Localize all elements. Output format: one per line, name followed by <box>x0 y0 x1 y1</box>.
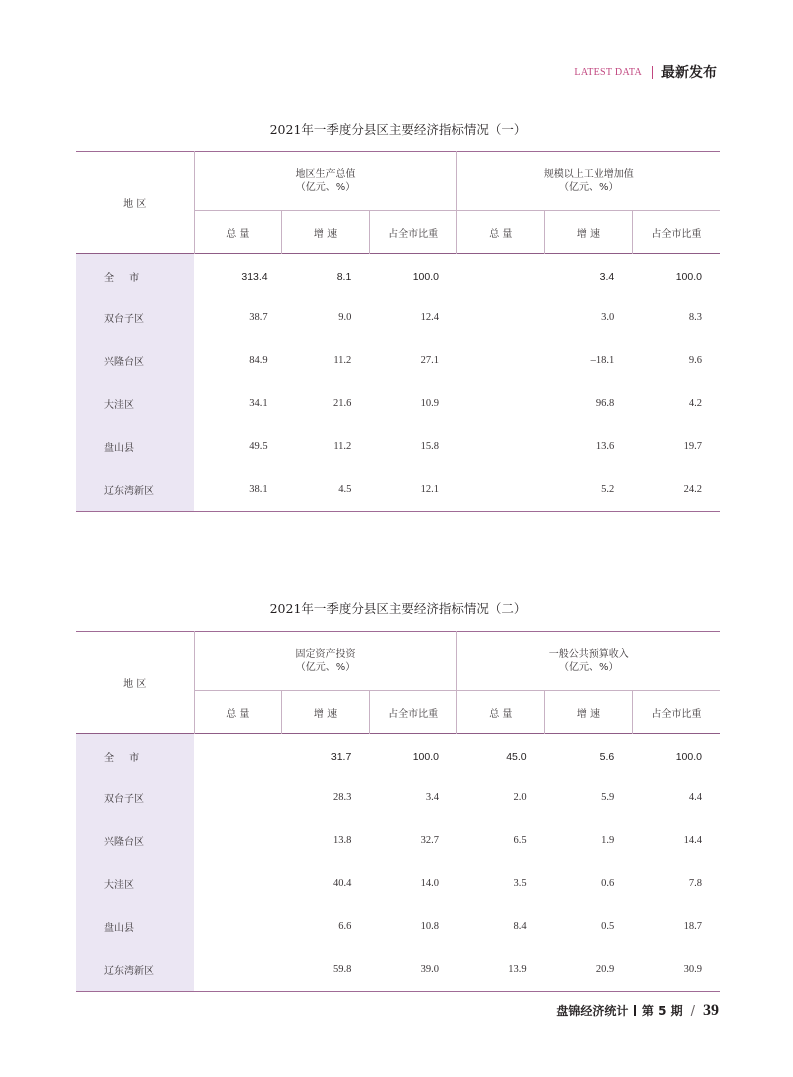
sub-header: 增 速 <box>545 691 633 734</box>
value-cell: 38.1 <box>249 484 268 495</box>
group-header <box>194 632 457 691</box>
table-row <box>76 905 720 948</box>
sub-header: 增 速 <box>545 211 633 254</box>
sub-header: 增 速 <box>282 211 370 254</box>
value-cell: 24.2 <box>683 484 702 495</box>
value-cell: 30.9 <box>683 964 702 975</box>
table-row <box>76 425 720 468</box>
page-number: 39 <box>703 1002 719 1019</box>
section-label-cn: 最新发布 <box>661 65 717 81</box>
value-cell: 100.0 <box>412 270 439 283</box>
value-cell <box>457 425 545 468</box>
value-cell: 13.9 <box>508 964 527 975</box>
value-cell: –18.1 <box>590 355 615 366</box>
value-cell: 11.2 <box>333 441 352 452</box>
group-header-name: 地区生产总值 <box>295 169 356 180</box>
value-cell: 49.5 <box>249 441 268 452</box>
table-row <box>76 734 720 777</box>
table-row <box>76 776 720 819</box>
value-cell: 3.4 <box>599 270 615 283</box>
value-cell: 13.6 <box>595 441 615 452</box>
region-cell: 双台子区 <box>76 776 194 819</box>
value-cell <box>194 776 282 819</box>
group-header-unit: （亿元、%） <box>295 182 356 193</box>
value-cell: 21.6 <box>332 398 352 409</box>
value-cell: 8.3 <box>688 312 702 323</box>
value-cell: 19.7 <box>683 441 702 452</box>
value-cell: 100.0 <box>412 750 439 763</box>
table-row <box>76 339 720 382</box>
page-footer <box>556 1002 719 1020</box>
value-cell <box>194 905 282 948</box>
value-cell: 6.5 <box>513 835 527 846</box>
value-cell: 38.7 <box>249 312 268 323</box>
value-cell: 5.2 <box>601 484 615 495</box>
section-header <box>574 62 717 82</box>
table-row <box>76 468 720 512</box>
value-cell: 20.9 <box>595 964 615 975</box>
value-cell: 10.8 <box>420 921 439 932</box>
region-cell: 全 市 <box>76 254 194 297</box>
value-cell <box>457 254 545 297</box>
section-label-en: LATEST DATA <box>574 66 642 78</box>
group-header-name: 固定资产投资 <box>295 649 356 660</box>
value-cell: 45.0 <box>506 750 527 763</box>
group-header-unit: （亿元、%） <box>295 662 356 673</box>
value-cell: 3.4 <box>425 792 439 803</box>
region-cell: 大洼区 <box>76 382 194 425</box>
value-cell <box>194 819 282 862</box>
value-cell: 4.4 <box>688 792 702 803</box>
value-cell: 2.0 <box>513 792 527 803</box>
group-header <box>457 152 720 211</box>
value-cell: 27.1 <box>420 355 439 366</box>
value-cell: 39.0 <box>420 964 439 975</box>
value-cell: 12.1 <box>420 484 439 495</box>
region-cell: 辽东湾新区 <box>76 468 194 512</box>
value-cell: 14.4 <box>683 835 702 846</box>
table-1 <box>76 151 720 512</box>
value-cell <box>457 468 545 512</box>
value-cell: 18.7 <box>683 921 702 932</box>
sub-header: 占全市比重 <box>369 211 457 254</box>
value-cell <box>457 382 545 425</box>
sub-header: 总 量 <box>194 211 282 254</box>
value-cell <box>194 734 282 777</box>
sub-header: 占全市比重 <box>632 211 720 254</box>
value-cell: 10.9 <box>420 398 439 409</box>
value-cell: 84.9 <box>249 355 268 366</box>
sub-header: 总 量 <box>194 691 282 734</box>
value-cell: 3.0 <box>601 312 615 323</box>
value-cell: 5.9 <box>601 792 615 803</box>
table-row <box>76 382 720 425</box>
value-cell: 34.1 <box>249 398 268 409</box>
value-cell: 5.6 <box>599 750 615 763</box>
value-cell: 0.6 <box>601 878 615 889</box>
value-cell <box>457 296 545 339</box>
region-column-header: 地 区 <box>123 679 147 690</box>
footer-divider <box>634 1005 636 1016</box>
region-cell: 双台子区 <box>76 296 194 339</box>
value-cell: 0.5 <box>601 921 615 932</box>
region-cell: 辽东湾新区 <box>76 948 194 992</box>
value-cell: 15.8 <box>420 441 439 452</box>
value-cell: 59.8 <box>332 964 352 975</box>
table-row <box>76 254 720 297</box>
region-column-header: 地 区 <box>123 199 147 210</box>
value-cell: 31.7 <box>330 750 352 763</box>
value-cell: 9.0 <box>338 312 352 323</box>
table-2-title: 2021年一季度分县区主要经济指标情况（二） <box>269 601 527 616</box>
table-1-title: 2021年一季度分县区主要经济指标情况（一） <box>269 122 527 137</box>
sub-header: 总 量 <box>457 691 545 734</box>
region-cell: 盘山县 <box>76 425 194 468</box>
region-cell: 兴隆台区 <box>76 339 194 382</box>
value-cell: 8.4 <box>513 921 527 932</box>
magazine-name: 盘锦经济统计 <box>556 1004 629 1018</box>
value-cell: 32.7 <box>420 835 439 846</box>
table-row <box>76 296 720 339</box>
value-cell: 13.8 <box>332 835 352 846</box>
table-row <box>76 819 720 862</box>
value-cell <box>194 862 282 905</box>
value-cell: 4.5 <box>338 484 352 495</box>
group-header-name: 规模以上工业增加值 <box>543 169 634 180</box>
region-cell: 盘山县 <box>76 905 194 948</box>
footer-slash: / <box>690 1004 695 1019</box>
value-cell: 4.2 <box>688 398 702 409</box>
value-cell: 14.0 <box>420 878 439 889</box>
value-cell: 100.0 <box>675 750 702 763</box>
group-header-unit: （亿元、%） <box>558 662 619 673</box>
region-cell: 全 市 <box>76 734 194 777</box>
value-cell: 96.8 <box>595 398 615 409</box>
region-cell: 大洼区 <box>76 862 194 905</box>
value-cell: 7.8 <box>688 878 702 889</box>
value-cell: 40.4 <box>332 878 352 889</box>
value-cell: 100.0 <box>675 270 702 283</box>
value-cell: 1.9 <box>601 835 615 846</box>
group-header <box>457 632 720 691</box>
table-2 <box>76 631 720 992</box>
sub-header: 总 量 <box>457 211 545 254</box>
value-cell: 11.2 <box>333 355 352 366</box>
group-header-unit: （亿元、%） <box>558 182 619 193</box>
value-cell <box>457 339 545 382</box>
value-cell: 313.4 <box>241 270 268 283</box>
sub-header: 增 速 <box>282 691 370 734</box>
header-divider <box>652 66 653 79</box>
value-cell: 28.3 <box>332 792 352 803</box>
value-cell: 6.6 <box>338 921 352 932</box>
table-row <box>76 948 720 992</box>
group-header-name: 一般公共预算收入 <box>548 649 629 660</box>
value-cell: 9.6 <box>688 355 702 366</box>
value-cell: 12.4 <box>420 312 439 323</box>
value-cell <box>194 948 282 992</box>
issue-number: 第 5 期 <box>641 1004 683 1018</box>
group-header <box>194 152 457 211</box>
table-row <box>76 862 720 905</box>
region-cell: 兴隆台区 <box>76 819 194 862</box>
value-cell: 3.5 <box>513 878 527 889</box>
sub-header: 占全市比重 <box>369 691 457 734</box>
value-cell: 8.1 <box>336 270 352 283</box>
sub-header: 占全市比重 <box>632 691 720 734</box>
